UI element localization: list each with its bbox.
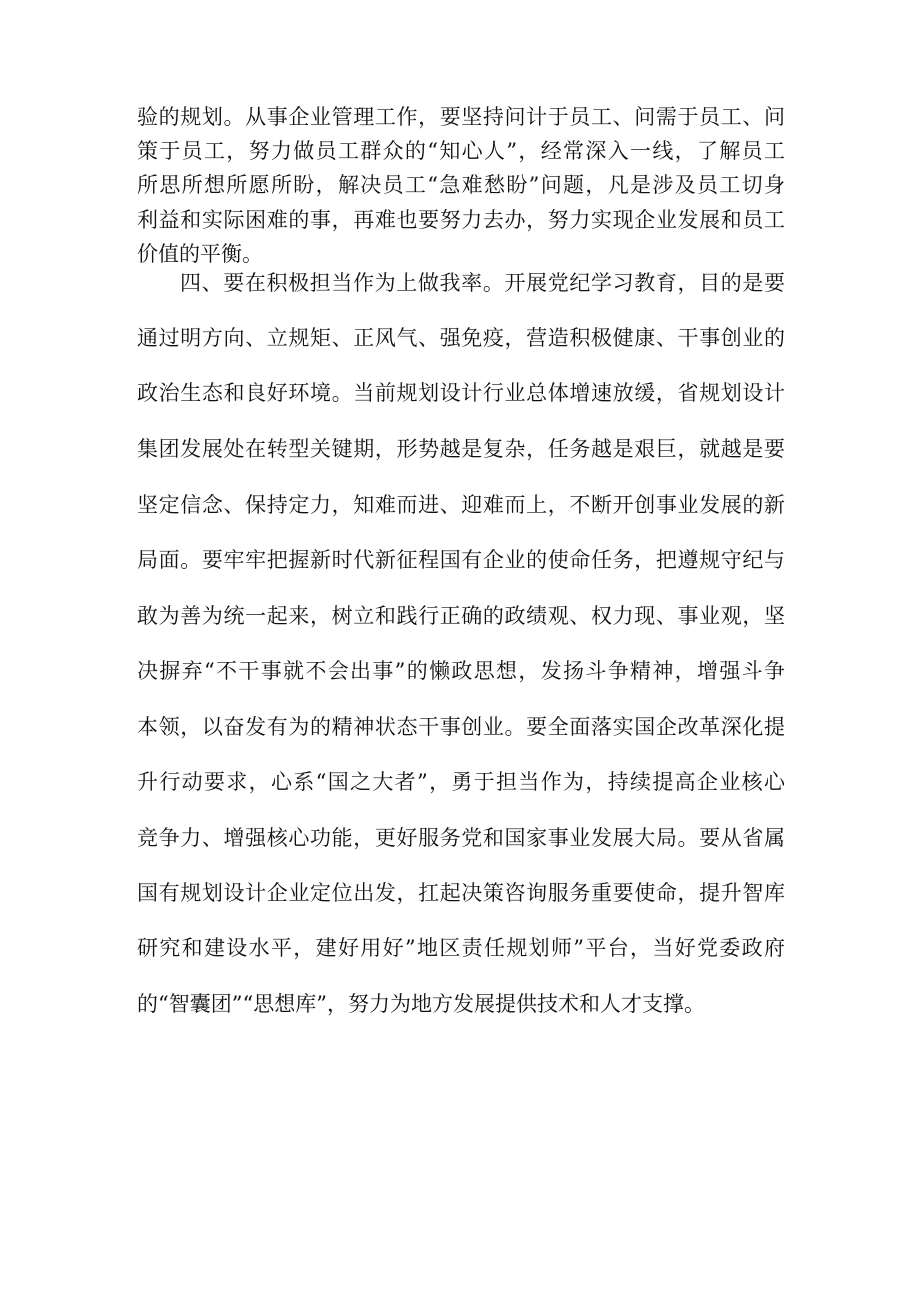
text-line: 竞争力、增强核心功能，更好服务党和国家事业发展大局。要从省属 bbox=[137, 826, 785, 850]
text-line: 验的规划。从事企业管理工作，要坚持问计于员工、问需于员工、问 bbox=[137, 105, 785, 129]
text-line: 价值的平衡。 bbox=[137, 242, 263, 266]
text-line: 策于员工，努力做员工群众的“知心人”，经常深入一线，了解员工 bbox=[137, 139, 785, 163]
text-line: 敢为善为统一起来，树立和践行正确的政绩观、权力现、事业观，坚 bbox=[137, 604, 785, 628]
text-line: 国有规划设计企业定位出发，扛起决策咨询服务重要使命，提升智库 bbox=[137, 881, 785, 905]
text-line: 政治生态和良好环境。当前规划设计行业总体增速放缓，省规划设计 bbox=[137, 381, 785, 405]
text-line: 所思所想所愿所盼，解决员工“急难愁盼”问题，凡是涉及员工切身 bbox=[137, 173, 785, 197]
text-line: 坚定信念、保持定力，知难而进、迎难而上，不断开创事业发展的新 bbox=[137, 493, 785, 517]
text-line: 研究和建设水平，建好用好”地区责任规划师”平台，当好党委政府 bbox=[137, 936, 785, 960]
text-line: 决摒弃“不干事就不会出事”的懒政思想，发扬斗争精神，增强斗争 bbox=[137, 659, 785, 683]
text-line: 局面。要牢牢把握新时代新征程国有企业的使命任务，把遵规守纪与 bbox=[137, 548, 785, 572]
section-heading-line: 四、要在积极担当作为上做我率。开展党纪学习教育，目的是要 bbox=[180, 271, 785, 295]
text-line: 升行动要求，心系“国之大者”，勇于担当作为，持续提高企业核心 bbox=[137, 770, 785, 794]
text-line: 本领，以奋发有为的精神状态干事创业。要全面落实国企改革深化提 bbox=[137, 715, 785, 739]
text-line: 利益和实际困难的事，再难也要努力去办，努力实现企业发展和员工 bbox=[137, 208, 785, 232]
text-line: 的“智囊团”“思想库”，努力为地方发展提供技术和人才支撑。 bbox=[137, 992, 705, 1016]
text-line: 通过明方向、立规矩、正风气、强免疫，营造积极健康、干事创业的 bbox=[137, 326, 785, 350]
text-line: 集团发展处在转型关键期，形势越是复杂，任务越是艰巨，就越是要 bbox=[137, 437, 785, 461]
